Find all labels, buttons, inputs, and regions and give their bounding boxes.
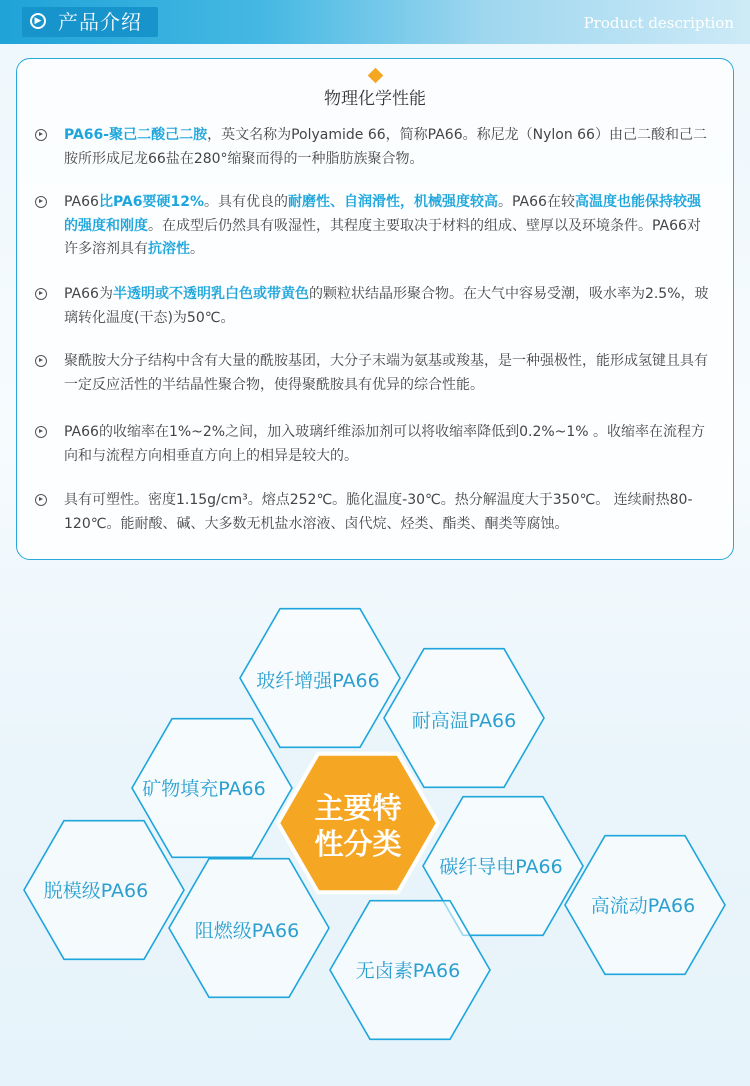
- feature-label: 阻燃级PA66: [194, 920, 300, 942]
- play-bullet-icon: [35, 129, 47, 141]
- body-text: 。在成型后仍然具有吸湿性，其程度主要取决于材料的组成、壁厚以及环境条件。PA66对许多溶剂具有: [64, 217, 701, 257]
- section-title: 产品介绍: [58, 10, 142, 34]
- feature-label: 矿物填充PA66: [142, 778, 266, 800]
- center-label: 主要特: [314, 791, 402, 825]
- body-text: ，英文名称为Polyamide 66，简称PA66。称尼龙（Nylon 66）由己二酸和己二胺所形成尼龙66盐在280°缩聚而得的一种脂肪族聚合物。: [64, 127, 707, 167]
- property-paragraph: [38, 489, 710, 536]
- property-paragraph: [38, 124, 710, 171]
- body-text: 聚酰胺大分子结构中含有大量的酰胺基团，大分子末端为氨基或羧基，是一种强极性，能形成氢键且具有一定反应活性的半结晶性聚合物，使得聚酰胺具有优异的综合性能。: [64, 353, 708, 393]
- section-subtitle: Product description: [583, 14, 734, 32]
- feature-label: 高流动PA66: [590, 895, 696, 917]
- highlight-text: 半透明或不透明乳白色或带黄色: [112, 286, 309, 302]
- body-text: PA66为: [64, 286, 113, 302]
- body-text: 。: [190, 241, 204, 257]
- play-circle-icon: ▶: [30, 13, 46, 29]
- property-paragraph: [38, 350, 710, 397]
- feature-label: 脱模级PA66: [43, 880, 149, 902]
- feature-label: 无卤素PA66: [355, 960, 461, 982]
- highlight-text: 比PA6要硬12%: [98, 194, 205, 210]
- play-bullet-icon: [35, 288, 47, 300]
- play-bullet-icon: [35, 494, 47, 506]
- play-bullet-icon: [35, 196, 47, 208]
- highlight-text: PA66-聚己二酸己二胺: [64, 127, 208, 143]
- body-text: 。PA66在较: [498, 194, 575, 210]
- property-paragraph: [38, 421, 710, 468]
- feature-label: 耐高温PA66: [411, 710, 517, 732]
- highlight-text: 耐磨性、自润滑性，机械强度较高: [288, 194, 499, 210]
- property-paragraph: [38, 191, 710, 262]
- play-bullet-icon: [35, 426, 47, 438]
- highlight-text: 高温度也能保持较强的强度和刚度: [64, 194, 701, 234]
- highlight-text: 抗溶性: [148, 241, 190, 257]
- body-text: 的颗粒状结晶形聚合物。在大气中容易受潮，吸水率为2.5%，玻璃转化温度(干态)为50℃。: [64, 286, 709, 326]
- center-label: 性分类: [314, 827, 402, 861]
- body-text: 具有可塑性。密度1.15g/cm³。熔点252℃。脆化温度-30℃。热分解温度大于350℃。 连续耐热80-120℃。能耐酸、碱、大多数无机盐水溶液、卤代烷、烃类、酯类、酮类等腐蚀。: [64, 492, 693, 532]
- card-title: 物理化学性能: [324, 89, 426, 109]
- body-text: PA66: [64, 194, 99, 210]
- feature-hexagon-diagram: [0, 560, 750, 1086]
- play-bullet-icon: [35, 355, 47, 367]
- body-text: PA66的收缩率在1%~2%之间，加入玻璃纤维添加剂可以将收缩率降低到0.2%~1% 。收缩率在流程方向和与流程方向相垂直方向上的相异是较大的。: [64, 424, 706, 464]
- body-text: 。具有优良的: [204, 194, 289, 210]
- property-paragraph: [38, 283, 710, 330]
- feature-label: 玻纤增强PA66: [256, 670, 380, 692]
- feature-label: 碳纤导电PA66: [439, 856, 563, 878]
